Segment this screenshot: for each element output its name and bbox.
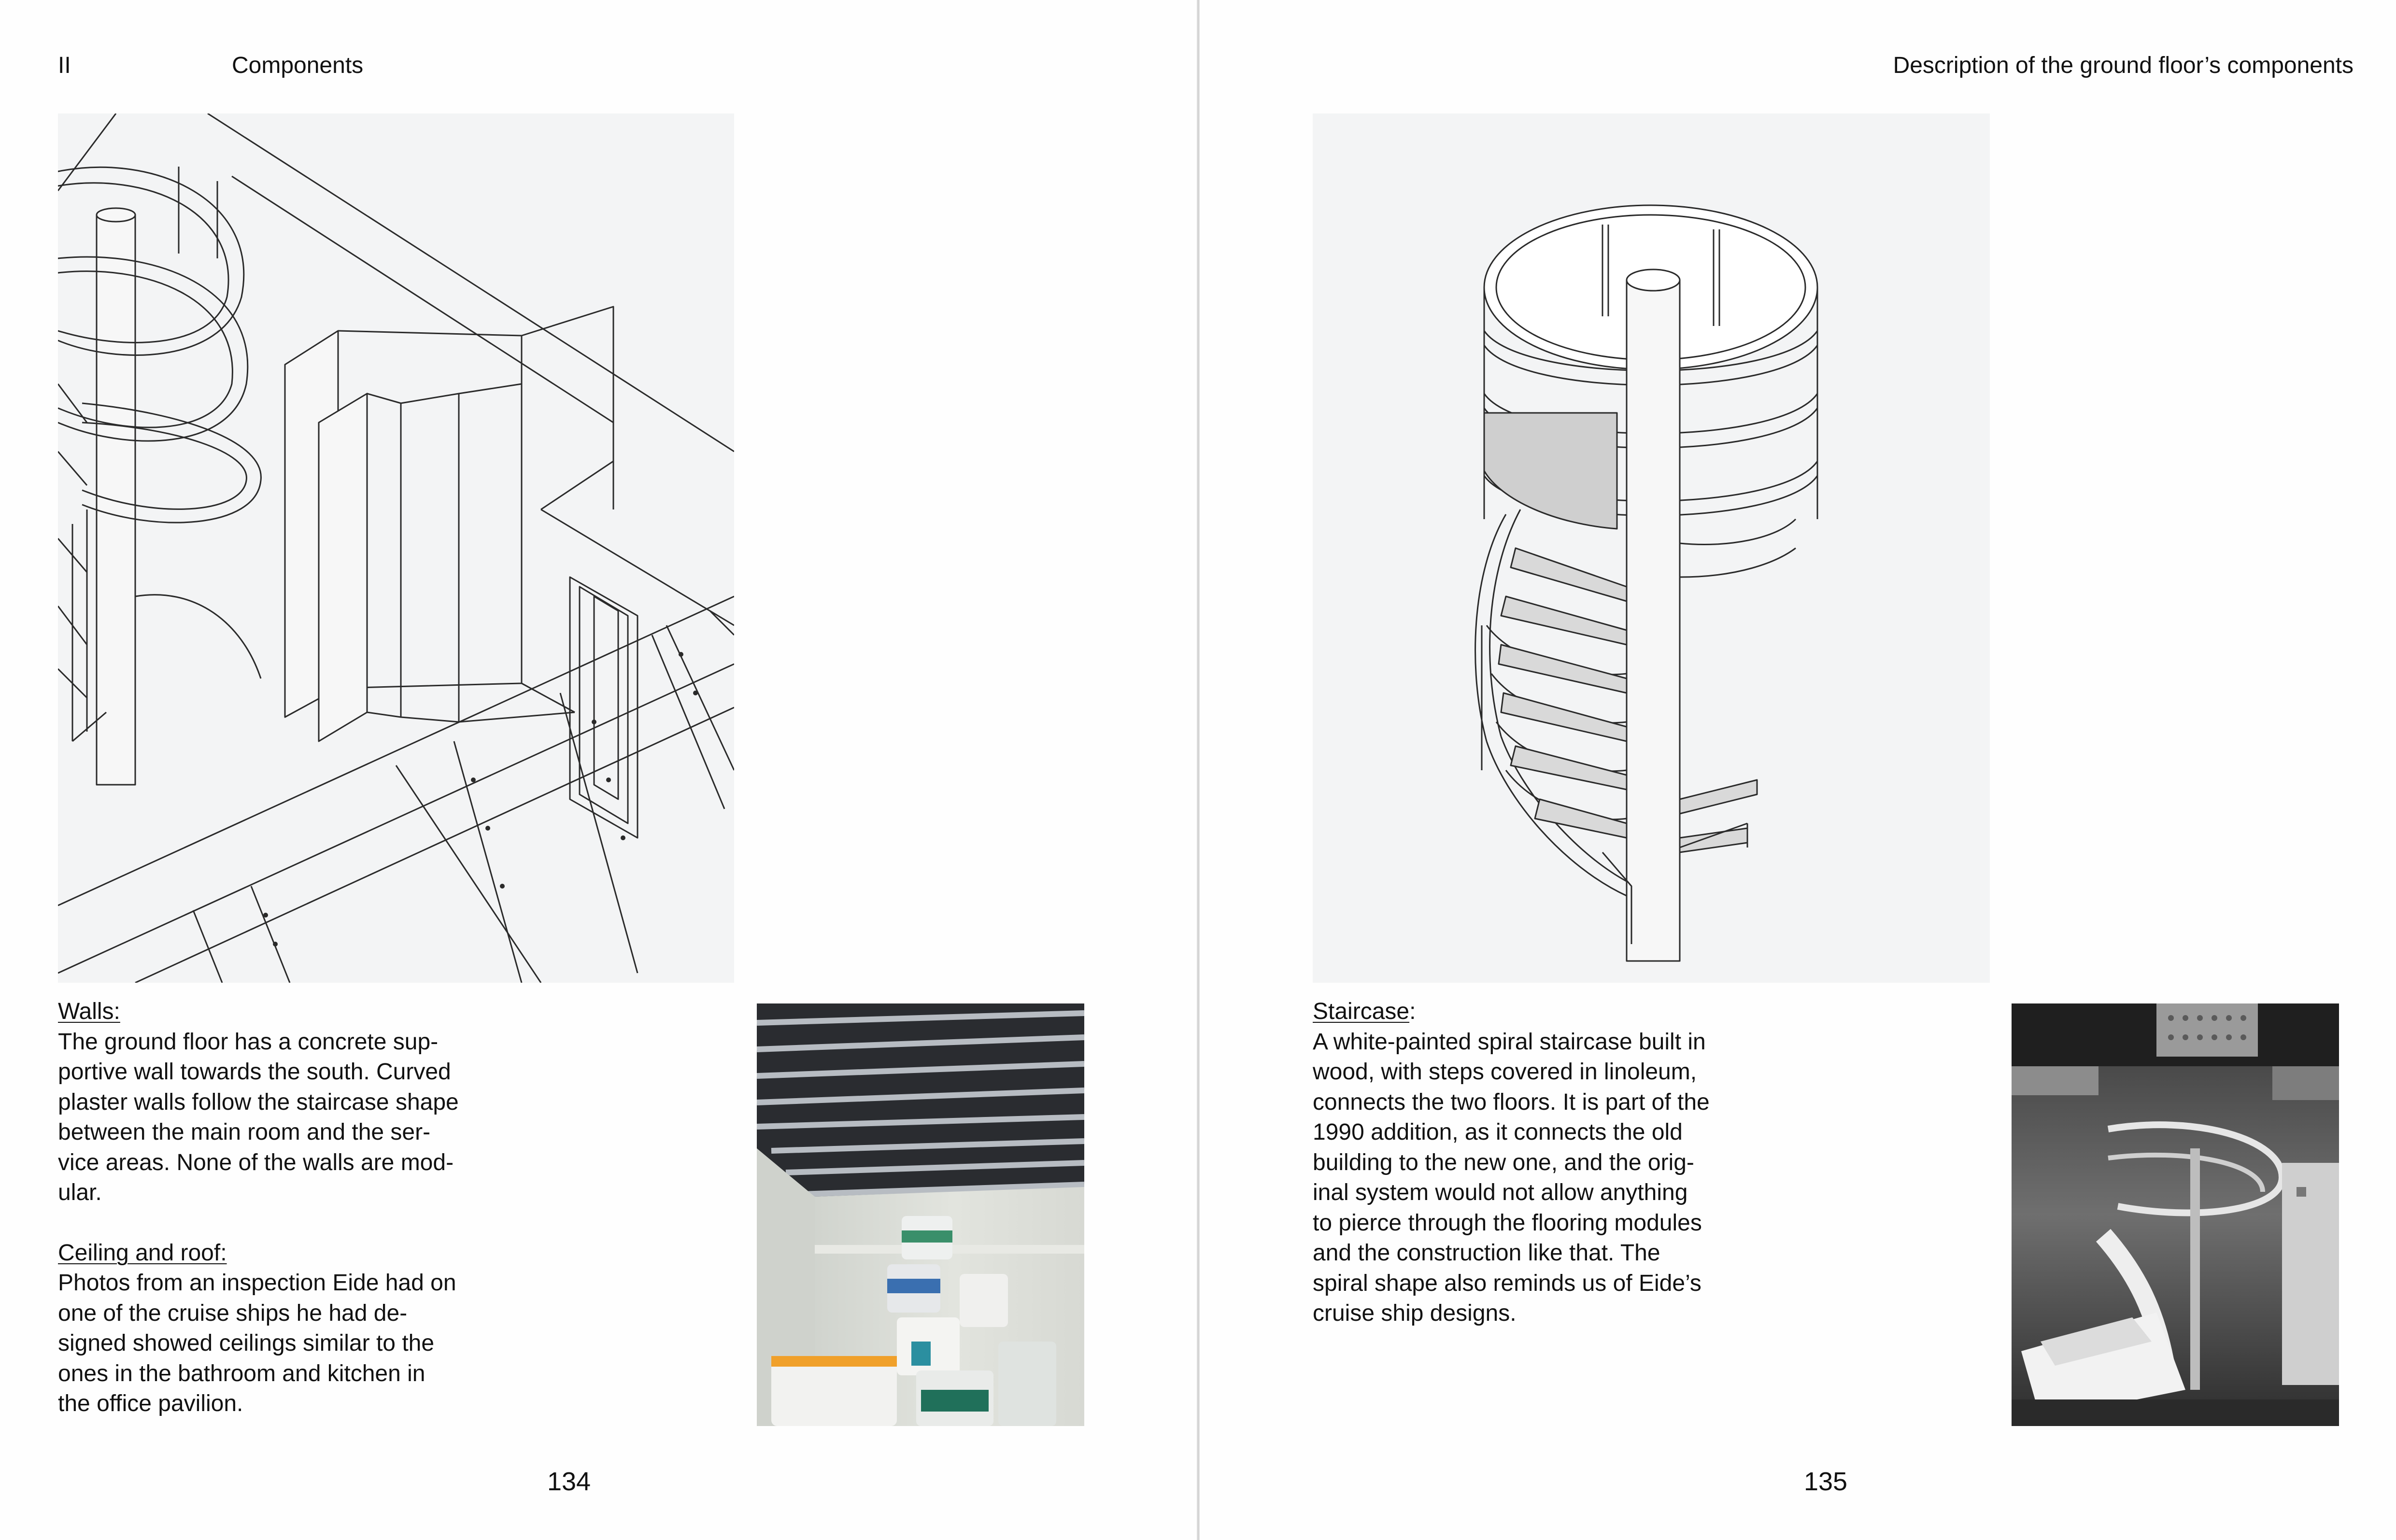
running-head: Description of the ground floor’s components [1893,53,2353,78]
walls-axonometric-drawing [58,113,734,983]
staircase-line: A white-painted spiral staircase built in [1313,1029,1706,1055]
walls-line: plaster walls follow the staircase shape [58,1089,459,1115]
page-number: 134 [547,1467,591,1496]
left-page [0,0,1197,1540]
staircase-line: and the construction like that. The [1313,1240,1660,1266]
walls-line: portive wall towards the south. Curved [58,1059,451,1085]
ceiling-line: the office pavilion. [58,1391,243,1416]
walls-line: The ground floor has a concrete sup- [58,1029,439,1055]
staircase-line: spiral shape also reminds us of Eide’s [1313,1270,1701,1296]
section-title: Components [232,53,364,78]
right-page [1200,0,2396,1540]
staircase-photo [2012,1003,2339,1426]
walls-section [58,997,473,1419]
walls-line: vice areas. None of the walls are mod- [58,1149,454,1175]
walls-line: ular. [58,1180,102,1205]
walls-heading: Walls: [58,999,120,1024]
staircase-heading: Staircase [1313,999,1410,1024]
staircase-line: 1990 addition, as it connects the old [1313,1119,1683,1145]
staircase-heading-colon: : [1409,999,1416,1024]
staircase-axonometric-drawing [1313,113,1990,983]
ceiling-line: ones in the bathroom and kitchen in [58,1360,425,1386]
page-number: 135 [1803,1467,1848,1496]
ceiling-photo [757,1003,1084,1426]
ceiling-line: Photos from an inspection Eide had on [58,1270,456,1296]
ceiling-line: signed showed ceilings similar to the [58,1330,435,1356]
staircase-line: to pierce through the flooring modules [1313,1210,1702,1236]
staircase-line: wood, with steps covered in linoleum, [1313,1059,1697,1085]
ceiling-line: one of the cruise ships he had de- [58,1300,408,1326]
staircase-line: cruise ship designs. [1313,1300,1517,1326]
walls-line: between the main room and the ser- [58,1119,431,1145]
staircase-section [1313,997,1747,1329]
ceiling-heading: Ceiling and roof: [58,1240,227,1266]
staircase-line: building to the new one, and the orig- [1313,1149,1694,1175]
section-number: II [58,53,71,78]
staircase-line: inal system would not allow anything [1313,1180,1688,1205]
staircase-line: connects the two floors. It is part of the [1313,1089,1710,1115]
